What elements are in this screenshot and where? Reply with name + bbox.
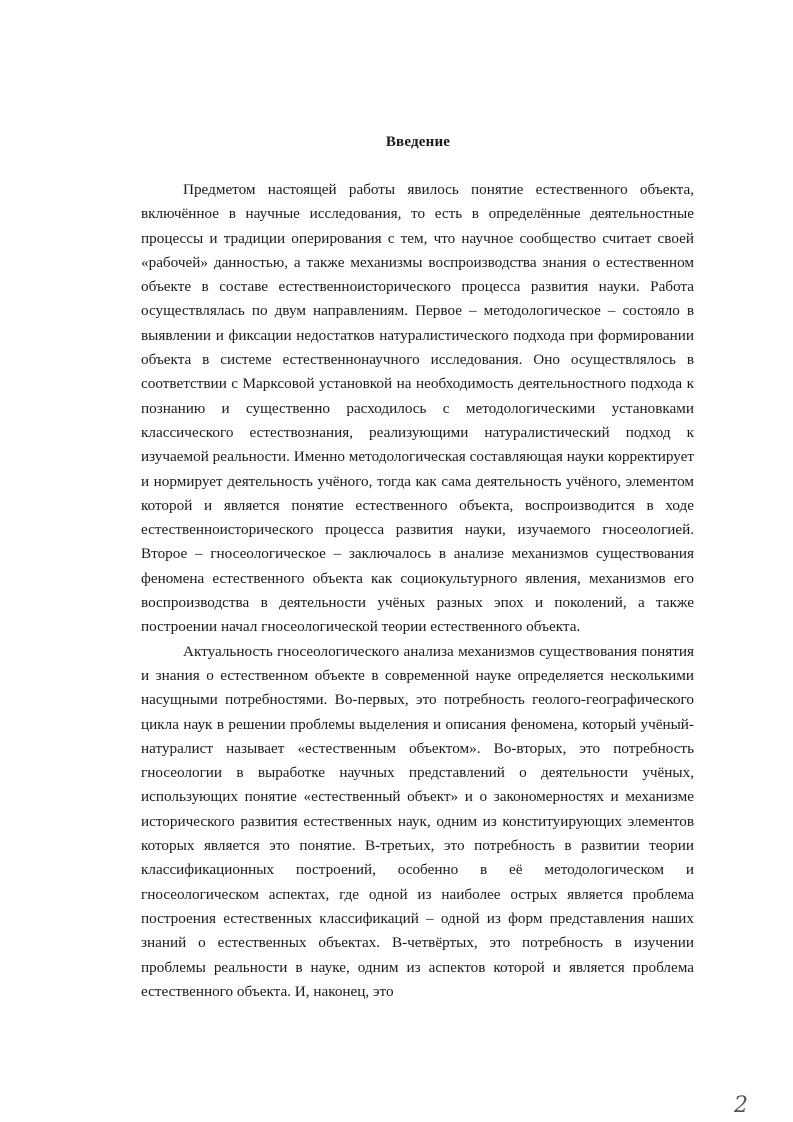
paragraph-2: Актуальность гносеологического анализа механизмов существования понятия и знания о естественном объекте в современной науке определяется несколькими насущными потребностями. Во-первых, это потребность геолого-географического цикла наук в решении проблемы выделения и описания феномена, который учёный-натуралист называет «естественным объектом». Во-вторых, это потребность гносеологии в выработке научных представлений о деятельности учёных, использующих понятие «естественный объект» и о закономерностях и механизме исторического развития естественных наук, одним из конституирующих элементов которых является это понятие. В-третьих, это потребность в развитии теории классификационных построений, особенно в её методологическом и гносеологическом аспектах, где одной из наиболее острых является проблема построения естественных классификаций – одной из форм представления наших знаний о естественных объектах. В-четвёртых, это потребность в изучении проблемы реальности в науке, одним из аспектов которой и является проблема естественного объекта. И, наконец, это xyxy=(141,642,694,1000)
page-number: 2 xyxy=(734,1093,748,1118)
paragraph-1: Предметом настоящей работы явилось понятие естественного объекта, включённое в научные исследования, то есть в определённые деятельностные процессы и традиции оперирования с тем, что научное сообщество считает своей «рабочей» данностью, а также механизмы воспроизводства знания о естественном объекте в составе естественноисторического процесса развития науки. Работа осуществлялась по двум направлениям. Первое – методологическое – состояло в выявлении и фиксации недостатков натуралистического подхода при формировании объекта в системе естественнонаучного исследования. Оно осуществлялось в соответствии с Марксовой установкой на необходимость деятельностного подхода к познанию и существенно расходилось с методологическими установками классического естествознания, реализующими натуралистический подход к изучаемой реальности. Именно методологическая составляющая науки корректирует и нормирует деятельность учёного, тогда как сама деятельность учёного, элементом которой и является понятие естественного объекта, воспроизводится в ходе естественноисторического процесса развития науки, изучаемого гносеологией. Второе – гносеологическое – заключалось в анализе механизмов существования феномена естественного объекта как социокультурного явления, механизмов его воспроизводства в деятельности учёных разных эпох и поколений, а также построении начал гносеологической теории естественного объекта. xyxy=(141,181,694,636)
body-text xyxy=(141,178,694,1004)
page-title: Введение xyxy=(385,134,451,150)
